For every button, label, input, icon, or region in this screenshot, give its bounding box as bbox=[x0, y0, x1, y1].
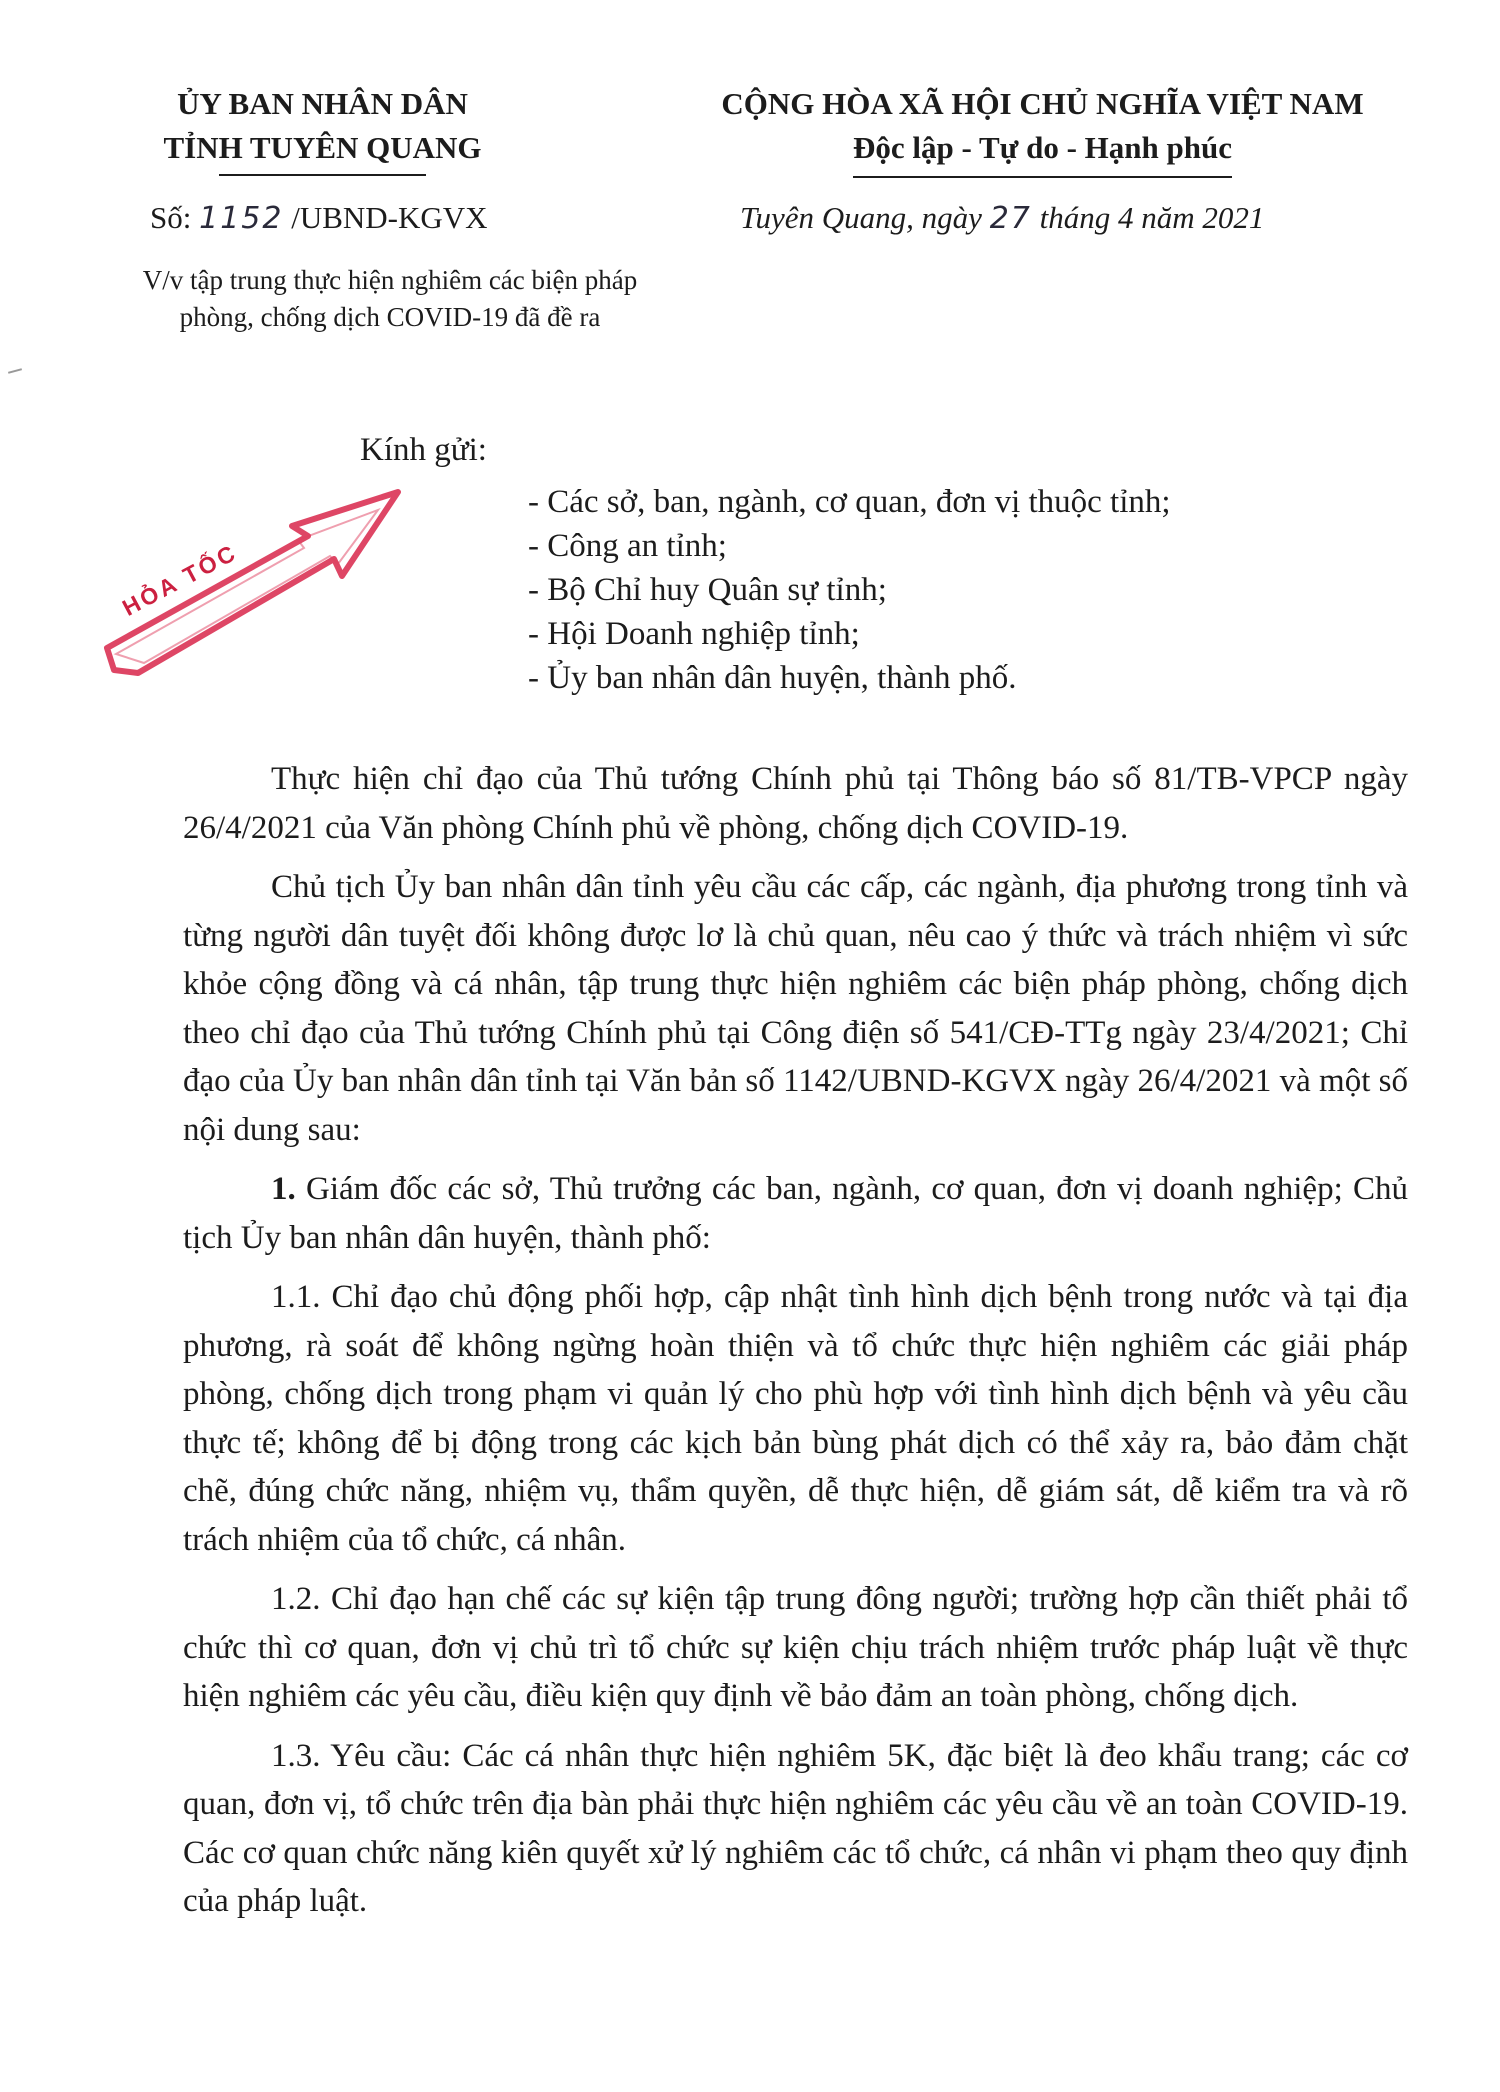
document-number-handwritten: 1152 bbox=[199, 201, 284, 236]
country-name: CỘNG HÒA XÃ HỘI CHỦ NGHĨA VIỆT NAM bbox=[721, 86, 1364, 121]
item-1-2: 1.2. Chỉ đạo hạn chế các sự kiện tập trung đông người; trường hợp cần thiết phải tổ chức thì cơ quan, đơn vị chủ trì tổ chức sự kiện chịu trách nhiệm trước pháp luật về thực hiện nghiêm các yêu cầu, điều kiện quy định về bảo đảm an toàn phòng, chống dịch. bbox=[183, 1581, 1408, 1714]
agency-underline bbox=[219, 174, 425, 176]
recipient-item: - Bộ Chỉ huy Quân sự tỉnh; bbox=[528, 572, 887, 608]
scan-artifact bbox=[8, 368, 22, 374]
section-1-text: Giám đốc các sở, Thủ trưởng các ban, ngành, cơ quan, đơn vị doanh nghiệp; Chủ tịch Ủy ban nhân dân huyện, thành phố: bbox=[183, 1171, 1408, 1256]
recipient-item: - Các sở, ban, ngành, cơ quan, đơn vị thuộc tỉnh; bbox=[528, 484, 1171, 520]
section-1 bbox=[183, 1165, 1408, 1262]
item-1-1: 1.1. Chỉ đạo chủ động phối hợp, cập nhật tình hình dịch bệnh trong nước và tại địa phương, rà soát để không ngừng hoàn thiện và tổ chức thực hiện nghiêm các giải pháp phòng, chống dịch trong phạm vi quản lý cho phù hợp với tình hình dịch bệnh và yêu cầu thực tế; không để bị động trong các kịch bản bùng phát dịch có thể xảy ra, bảo đảm chặt chẽ, đúng chức năng, nhiệm vụ, thẩm quyền, dễ thực hiện, dễ giám sát, dễ kiểm tra và rõ trách nhiệm của tổ chức, cá nhân. bbox=[183, 1279, 1408, 1558]
body-paragraph: Chủ tịch Ủy ban nhân dân tỉnh yêu cầu các cấp, các ngành, địa phương trong tỉnh và từng người dân tuyệt đối không được lơ là chủ quan, nêu cao ý thức và trách nhiệm vì sức khỏe cộng đồng và cá nhân, tập trung thực hiện nghiêm các biện pháp phòng, chống dịch theo chỉ đạo của Thủ tướng Chính phủ tại Công điện số 541/CĐ-TTg ngày 23/4/2021; Chỉ đạo của Ủy ban nhân dân tỉnh tại Văn bản số 1142/UBND-KGVX ngày 26/4/2021 và một số nội dung sau: bbox=[183, 869, 1408, 1148]
recipient-item: - Hội Doanh nghiệp tỉnh; bbox=[528, 616, 860, 652]
section-1-number: 1. bbox=[271, 1171, 296, 1207]
national-motto: Độc lập - Tự do - Hạnh phúc bbox=[853, 130, 1232, 165]
document-body bbox=[183, 755, 1408, 1937]
recipient-list bbox=[528, 480, 1428, 700]
subject-line-1: V/v tập trung thực hiện nghiêm các biện pháp bbox=[142, 265, 638, 295]
document-number-suffix: /UBND-KGVX bbox=[283, 200, 488, 235]
agency-line-1: ỦY BAN NHÂN DÂN bbox=[177, 86, 468, 121]
place-text: Tuyên Quang, ngày bbox=[740, 200, 990, 235]
place-and-date bbox=[740, 198, 1264, 239]
urgent-stamp-text: HỎA TỐC bbox=[118, 538, 242, 621]
document-number-prefix: Số: bbox=[150, 200, 200, 235]
urgent-stamp-icon bbox=[60, 470, 420, 710]
national-title bbox=[635, 82, 1450, 170]
document-number bbox=[150, 198, 488, 239]
body-paragraph: Thực hiện chỉ đạo của Thủ tướng Chính phủ tại Thông báo số 81/TB-VPCP ngày 26/4/2021 của Văn phòng Chính phủ về phòng, chống dịch COVID-19. bbox=[183, 761, 1408, 846]
subject-line bbox=[140, 262, 640, 336]
agency-line-2: TỈNH TUYÊN QUANG bbox=[163, 130, 482, 165]
recipient-item: - Ủy ban nhân dân huyện, thành phố. bbox=[528, 660, 1017, 696]
item-1-3: 1.3. Yêu cầu: Các cá nhân thực hiện nghiêm 5K, đặc biệt là đeo khẩu trang; các cơ quan, đơn vị, tổ chức trên địa bàn phải thực hiện nghiêm các yêu cầu về an toàn COVID-19. Các cơ quan chức năng kiên quyết xử lý nghiêm các tổ chức, cá nhân vi phạm theo quy định của pháp luật. bbox=[183, 1737, 1408, 1919]
day-handwritten: 27 bbox=[989, 201, 1032, 236]
recipient-item: - Công an tỉnh; bbox=[528, 528, 727, 564]
addressee-label: Kính gửi: bbox=[360, 432, 487, 468]
subject-line-2: phòng, chống dịch COVID-19 đã đề ra bbox=[179, 302, 601, 332]
month-year-text: tháng 4 năm 2021 bbox=[1031, 200, 1265, 235]
motto-underline bbox=[853, 176, 1232, 178]
issuing-agency bbox=[140, 82, 505, 170]
